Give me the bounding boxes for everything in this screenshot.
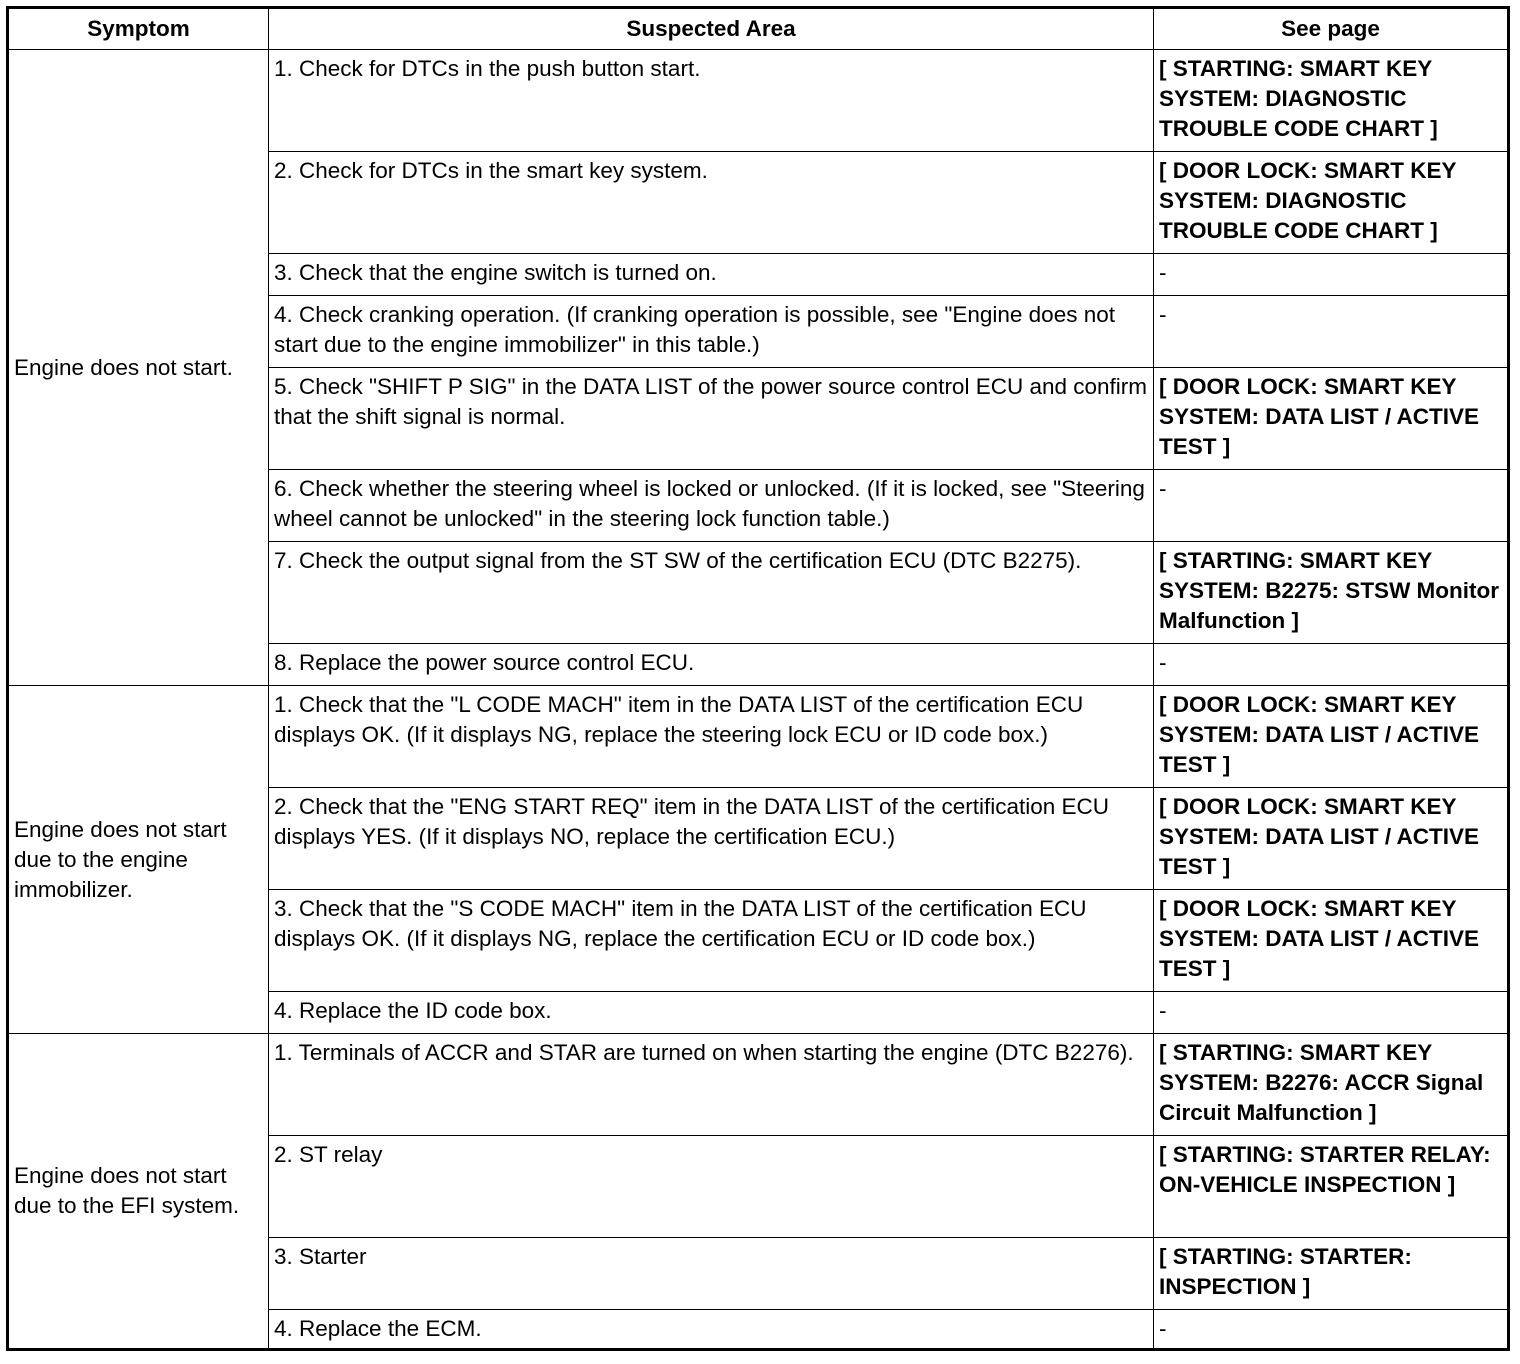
suspected-area-cell: 8. Replace the power source control ECU. xyxy=(269,644,1154,686)
see-page-cell: - xyxy=(1154,296,1509,368)
see-page-cell: - xyxy=(1154,644,1509,686)
see-page-cell: [ STARTING: SMART KEY SYSTEM: B2275: STSW Monitor Malfunction ] xyxy=(1154,542,1509,644)
suspected-area-cell: 2. Check for DTCs in the smart key system. xyxy=(269,152,1154,254)
suspected-area-cell: 3. Check that the "S CODE MACH" item in the DATA LIST of the certification ECU displays OK. (If it displays NG, replace the certification ECU or ID code box.) xyxy=(269,890,1154,992)
see-page-cell: - xyxy=(1154,1310,1509,1350)
suspected-area-cell: 3. Starter xyxy=(269,1238,1154,1310)
symptom-cell: Engine does not start. xyxy=(8,50,269,686)
suspected-area-cell: 4. Check cranking operation. (If cranking operation is possible, see "Engine does not start due to the engine immobilizer" in this table.) xyxy=(269,296,1154,368)
see-page-cell: [ STARTING: SMART KEY SYSTEM: B2276: ACCR Signal Circuit Malfunction ] xyxy=(1154,1034,1509,1136)
suspected-area-cell: 3. Check that the engine switch is turned on. xyxy=(269,254,1154,296)
symptom-cell: Engine does not start due to the engine immobilizer. xyxy=(8,686,269,1034)
suspected-area-cell: 4. Replace the ID code box. xyxy=(269,992,1154,1034)
table-row xyxy=(8,686,1509,788)
see-page-cell: [ DOOR LOCK: SMART KEY SYSTEM: DATA LIST / ACTIVE TEST ] xyxy=(1154,368,1509,470)
see-page-cell: [ DOOR LOCK: SMART KEY SYSTEM: DATA LIST / ACTIVE TEST ] xyxy=(1154,686,1509,788)
header-suspected-area: Suspected Area xyxy=(269,8,1154,50)
suspected-area-cell: 1. Terminals of ACCR and STAR are turned on when starting the engine (DTC B2276). xyxy=(269,1034,1154,1136)
see-page-cell: [ DOOR LOCK: SMART KEY SYSTEM: DATA LIST / ACTIVE TEST ] xyxy=(1154,788,1509,890)
header-row xyxy=(8,8,1509,50)
problem-symptoms-table xyxy=(6,6,1510,1351)
suspected-area-cell: 2. Check that the "ENG START REQ" item in the DATA LIST of the certification ECU displays YES. (If it displays NO, replace the certification ECU.) xyxy=(269,788,1154,890)
suspected-area-cell: 1. Check that the "L CODE MACH" item in the DATA LIST of the certification ECU displays OK. (If it displays NG, replace the steering lock ECU or ID code box.) xyxy=(269,686,1154,788)
suspected-area-cell: 6. Check whether the steering wheel is locked or unlocked. (If it is locked, see "Steering wheel cannot be unlocked" in the steering lock function table.) xyxy=(269,470,1154,542)
see-page-cell: - xyxy=(1154,992,1509,1034)
suspected-area-cell: 2. ST relay xyxy=(269,1136,1154,1238)
suspected-area-cell: 5. Check "SHIFT P SIG" in the DATA LIST of the power source control ECU and confirm that the shift signal is normal. xyxy=(269,368,1154,470)
see-page-cell: [ STARTING: STARTER RELAY: ON-VEHICLE INSPECTION ] xyxy=(1154,1136,1509,1238)
see-page-cell: [ DOOR LOCK: SMART KEY SYSTEM: DATA LIST / ACTIVE TEST ] xyxy=(1154,890,1509,992)
suspected-area-cell: 1. Check for DTCs in the push button start. xyxy=(269,50,1154,152)
header-see-page: See page xyxy=(1154,8,1509,50)
see-page-cell: [ STARTING: STARTER: INSPECTION ] xyxy=(1154,1238,1509,1310)
symptom-cell: Engine does not start due to the EFI system. xyxy=(8,1034,269,1350)
see-page-cell: - xyxy=(1154,470,1509,542)
table-row xyxy=(8,50,1509,152)
see-page-cell: [ DOOR LOCK: SMART KEY SYSTEM: DIAGNOSTIC TROUBLE CODE CHART ] xyxy=(1154,152,1509,254)
see-page-cell: [ STARTING: SMART KEY SYSTEM: DIAGNOSTIC TROUBLE CODE CHART ] xyxy=(1154,50,1509,152)
suspected-area-cell: 7. Check the output signal from the ST SW of the certification ECU (DTC B2275). xyxy=(269,542,1154,644)
header-symptom: Symptom xyxy=(8,8,269,50)
suspected-area-cell: 4. Replace the ECM. xyxy=(269,1310,1154,1350)
see-page-cell: - xyxy=(1154,254,1509,296)
table-row xyxy=(8,1034,1509,1136)
